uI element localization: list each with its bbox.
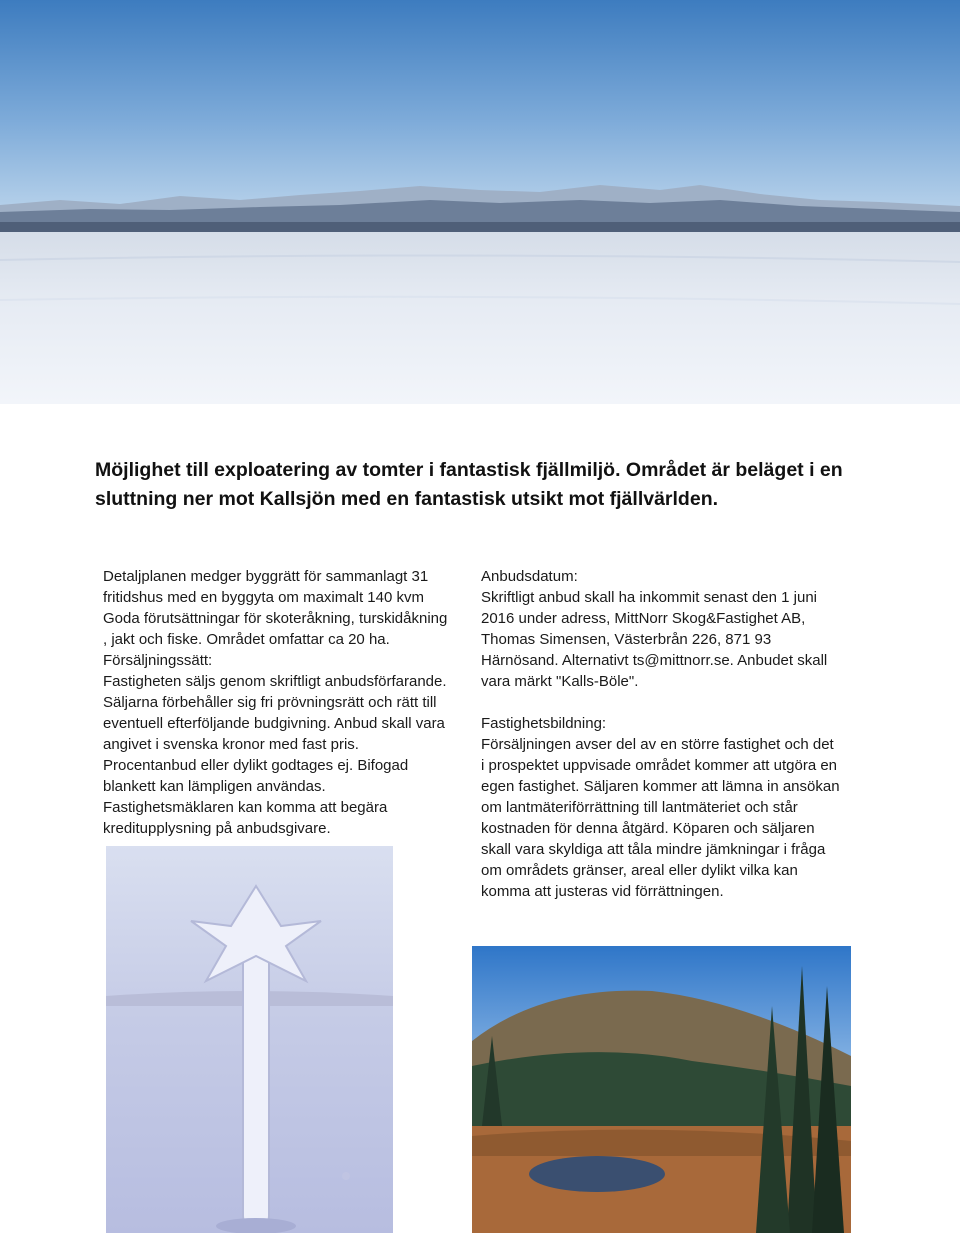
- left-column: [103, 566, 453, 839]
- autumn-pond-photo: [472, 946, 851, 1233]
- sales-method-text: Fastigheten säljs genom skriftligt anbudsförfarande. Säljarna förbehåller sig fri prövningsrätt och rätt till eventuell efterföljande budgivning. Anbud skall vara angivet i svenska kronor med fast pris. Procentanbud eller dylikt godtages ej. Bifogad blankett kan lämpligen användas. Fastighetsmäklaren kan komma att begära kreditupplysning på anbudsgivare.: [103, 673, 447, 837]
- frosted-signpost-photo: [106, 846, 393, 1233]
- bid-date-heading: Anbudsdatum:: [481, 568, 578, 585]
- plan-description: Detaljplanen medger byggrätt för sammanlagt 31 fritidshus med en byggyta om maximalt 140 kvm Goda förutsättningar för skoteråkning, turskidåkning , jakt och fiske. Området omfattar ca 20 ha.: [103, 568, 448, 648]
- bid-date-text: Skriftligt anbud skall ha inkommit senast den 1 juni 2016 under adress, MittNorr Skog&Fastighet AB, Thomas Simensen, Västerbrån 226, 871 93 Härnösand. Alternativt ts@mittnorr.se. Anbudet skall vara märkt "Kalls-Böle".: [481, 589, 828, 690]
- paragraph-gap: [481, 692, 841, 713]
- headline: Möjlighet till exploatering av tomter i fantastisk fjällmiljö. Området är beläget i en sluttning ner mot Kallsjön med en fantastisk utsikt mot fjällvärlden.: [95, 459, 843, 510]
- property-formation-heading: Fastighetsbildning:: [481, 715, 607, 732]
- sales-method-heading: Försäljningssätt:: [103, 652, 213, 669]
- property-formation-text: Försäljningen avser del av en större fastighet och det i prospektet uppvisade området kommer att utgöra en egen fastighet. Säljaren kommer att lämna in ansökan om lantmäteriförrättning till lantmäteriet och står kostnaden för denna åtgärd. Köparen och säljaren skall vara skyldiga att tåla mindre jämkningar i fråga om områdets gränser, areal eller dylikt vilka kan komma att justeras vid förrättningen.: [481, 736, 840, 900]
- right-column: [481, 566, 841, 902]
- hero-photo: [0, 0, 960, 404]
